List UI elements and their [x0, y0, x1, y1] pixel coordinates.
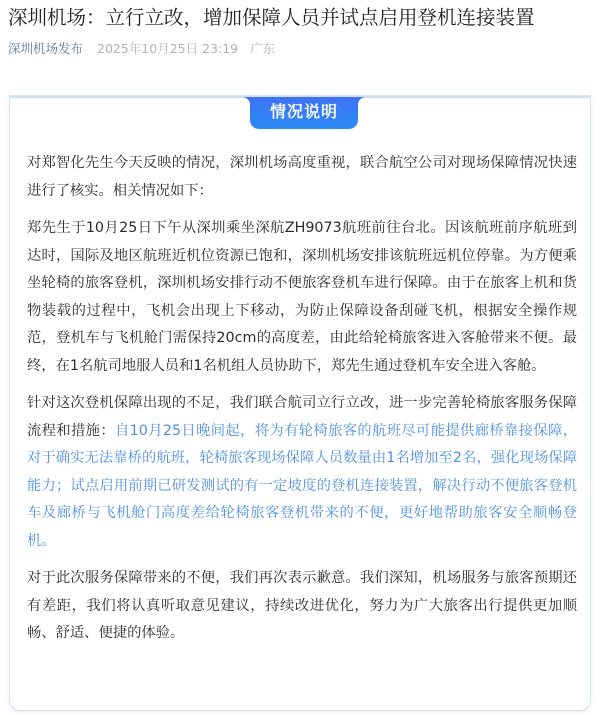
measures-highlight: 自10月25日晚间起，将为有轮椅旅客的航班尽可能提供廊桥靠接保障，对于确实无法靠桥的航班，轮椅旅客现场保障人员数量由1名增加至2名，强化现场保障能力；试点启用前期已研发测试的有一定坡度的登机连接装置，解决行动不便旅客登机车及廊桥与飞机舱门高度差给轮椅旅客登机带来的不便，更好地帮助旅客安全顺畅登机。 [27, 422, 577, 549]
paragraph-measures [27, 390, 577, 555]
article-meta [8, 40, 275, 58]
statement-badge: 情况说明 [250, 97, 358, 129]
publish-location: 广东 [250, 41, 276, 56]
paragraph-details: 郑先生于10月25日下午从深圳乘坐深航ZH9073航班前往台北。因该航班前序航班到达时，国际及地区航班近机位资源已饱和，深圳机场安排该航班远机位停靠。为方便乘坐轮椅的旅客登机，深圳机场安排行动不便旅客登机车进行保障。由于在旅客上机和货物装载的过程中，飞机会出现上下移动，为防止保障设备刮碰飞机，根据安全操作规范，登机车与飞机舱门需保持20cm的高度差，由此给轮椅旅客进入客舱带来不便。最终，在1名航司地服人员和1名机组人员协助下，郑先生通过登机车安全进入客舱。 [27, 220, 577, 374]
statement-body [27, 150, 577, 658]
publish-time: 2025年10月25日 23:19 [97, 41, 239, 56]
source-link[interactable]: 深圳机场发布 [8, 41, 84, 56]
measures-lead: 针对这次登机保障出现的不足，我们联合航司立行立改，进一步完善轮椅旅客服务保障流程和措施： [27, 395, 577, 439]
paragraph-apology: 对于此次服务保障带来的不便，我们再次表示歉意。我们深知，机场服务与旅客预期还有差距，我们将认真听取意见建议，持续改进优化，努力为广大旅客出行提供更加顺畅、舒适、便捷的体验。 [27, 570, 577, 641]
paragraph-intro: 对郑智化先生今天反映的情况，深圳机场高度重视，联合航空公司对现场保障情况快速进行了核实。相关情况如下： [27, 155, 577, 199]
article-title: 深圳机场：立行立改，增加保障人员并试点启用登机连接装置 [8, 6, 535, 29]
